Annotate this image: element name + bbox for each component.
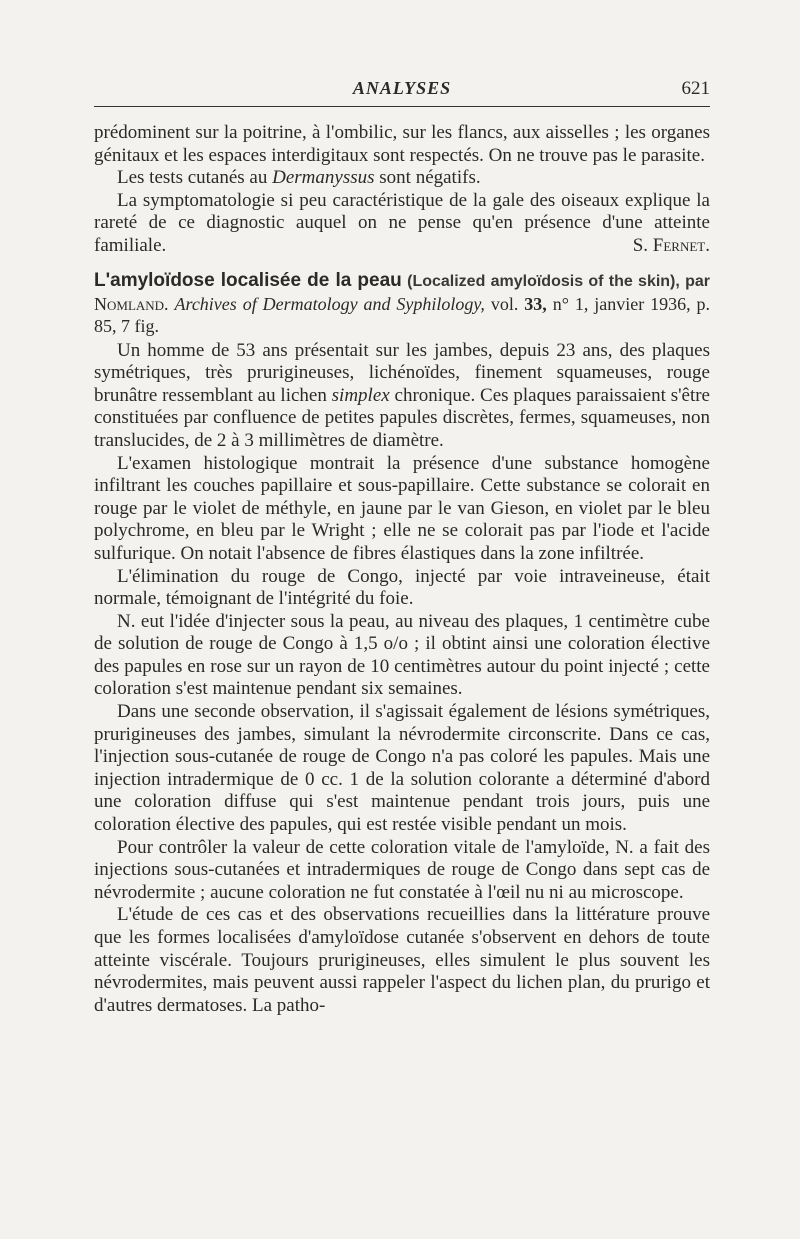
text-span: La symptomatologie si peu caractéristique de la gale des oiseaux explique la rareté de ce diagnostic auquel on ne pense qu'en présence d'une atteinte familiale. (94, 189, 710, 256)
paragraph (94, 340, 710, 453)
article-author: Nomland. (94, 293, 169, 314)
page-number: 621 (681, 78, 710, 99)
issue-info: n° 1, janvier 1936, p. 85, 7 fig. (94, 293, 711, 336)
paragraph (94, 167, 710, 190)
paragraph: Dans une seconde observation, il s'agissait également de lésions symétriques, prurigineuses des jambes, simulant la névrodermite circonscrite. Dans ce cas, l'injection sous-cutanée de rouge de Congo n'a pas coloré les papules. Mais une injection intradermique de 0 cc. 1 de la solution colorante a déterminé d'abord une coloration diffuse qui s'est maintenue pendant trois jours, puis une coloration élective des papules, qui est restée visible pendant un mois. (94, 701, 710, 836)
italic-term: Dermanyssus (272, 167, 375, 189)
italic-term: simplex (331, 384, 390, 406)
paragraph: L'examen histologique montrait la présence d'une substance homogène infiltrant les couches papillaire et sous-papillaire. Cette substance se colorait en rouge par le violet de méthyle, en jaune par le van Gieson, en violet par le bleu polychrome, en bleu par le Wright ; elle ne se colorait pas par l'iode et l'acide sulfurique. On notait l'absence de fibres élastiques dans la zone infiltrée. (94, 452, 710, 564)
article-reference (94, 269, 710, 337)
article-title: L'amyloïdose localisée de la peau (94, 269, 402, 291)
volume-prefix: vol. (490, 293, 519, 314)
volume-number: 33, (524, 293, 547, 314)
signature: S. Fernet. (632, 234, 710, 256)
paragraph: prédominent sur la poitrine, à l'ombilic, sur les flancs, aux aisselles ; les organes génitaux et les espaces interdigitaux sont respectés. On ne trouve pas le parasite. (94, 122, 710, 166)
article-title-english: (Localized amyloïdosis of the skin), par (407, 272, 711, 290)
text-span: chronique. Ces plaques paraissaient s'être constituées par confluence de petites papules discrètes, fermes, squameuses, non translucides, de 2 à 3 millimètres de diamètre. (94, 384, 710, 451)
text-span: Les tests cutanés au (117, 167, 273, 189)
header-rule (94, 106, 710, 107)
paragraph: L'élimination du rouge de Congo, injecté par voie intraveineuse, était normale, témoignant de l'intégrité du foie. (94, 565, 710, 610)
running-header (94, 78, 710, 102)
paragraph (94, 190, 710, 258)
paragraph: L'étude de ces cas et des observations recueillies dans la littérature prouve que les formes localisées d'amyloïdose cutanée s'observent en dehors de toute atteinte viscérale. Toujours prurigineuses, elles simulent le plus souvent les névrodermites, mais peuvent aussi rappeler l'aspect du lichen plan, du prurigo et d'autres dermatoses. La patho- (94, 904, 710, 1016)
paragraph: N. eut l'idée d'injecter sous la peau, au niveau des plaques, 1 centimètre cube de solution de rouge de Congo à 1,5 o/o ; il obtint ainsi une coloration élective des papules en rose sur un rayon de 10 centimètres autour du point injecté ; cette coloration s'est maintenue pendant six semaines. (94, 610, 710, 700)
section-title: ANALYSES (352, 78, 452, 98)
body-text (94, 122, 710, 1017)
paragraph: Pour contrôler la valeur de cette coloration vitale de l'amyloïde, N. a fait des injections sous-cutanées et intradermiques de rouge de Congo dans sept cas de névrodermite ; aucune coloration ne fut constatée à l'œil nu ni au microscope. (94, 836, 710, 903)
text-span: Un homme de 53 ans présentait sur les jambes, depuis 23 ans, des plaques symétriques, très prurigineuses, lichénoïdes, finement squameuses, rouge brunâtre ressemblant au lichen (94, 339, 710, 406)
text-span: sont négatifs. (374, 167, 481, 189)
journal-name: Archives of Dermatology and Syphilology, (174, 293, 485, 314)
